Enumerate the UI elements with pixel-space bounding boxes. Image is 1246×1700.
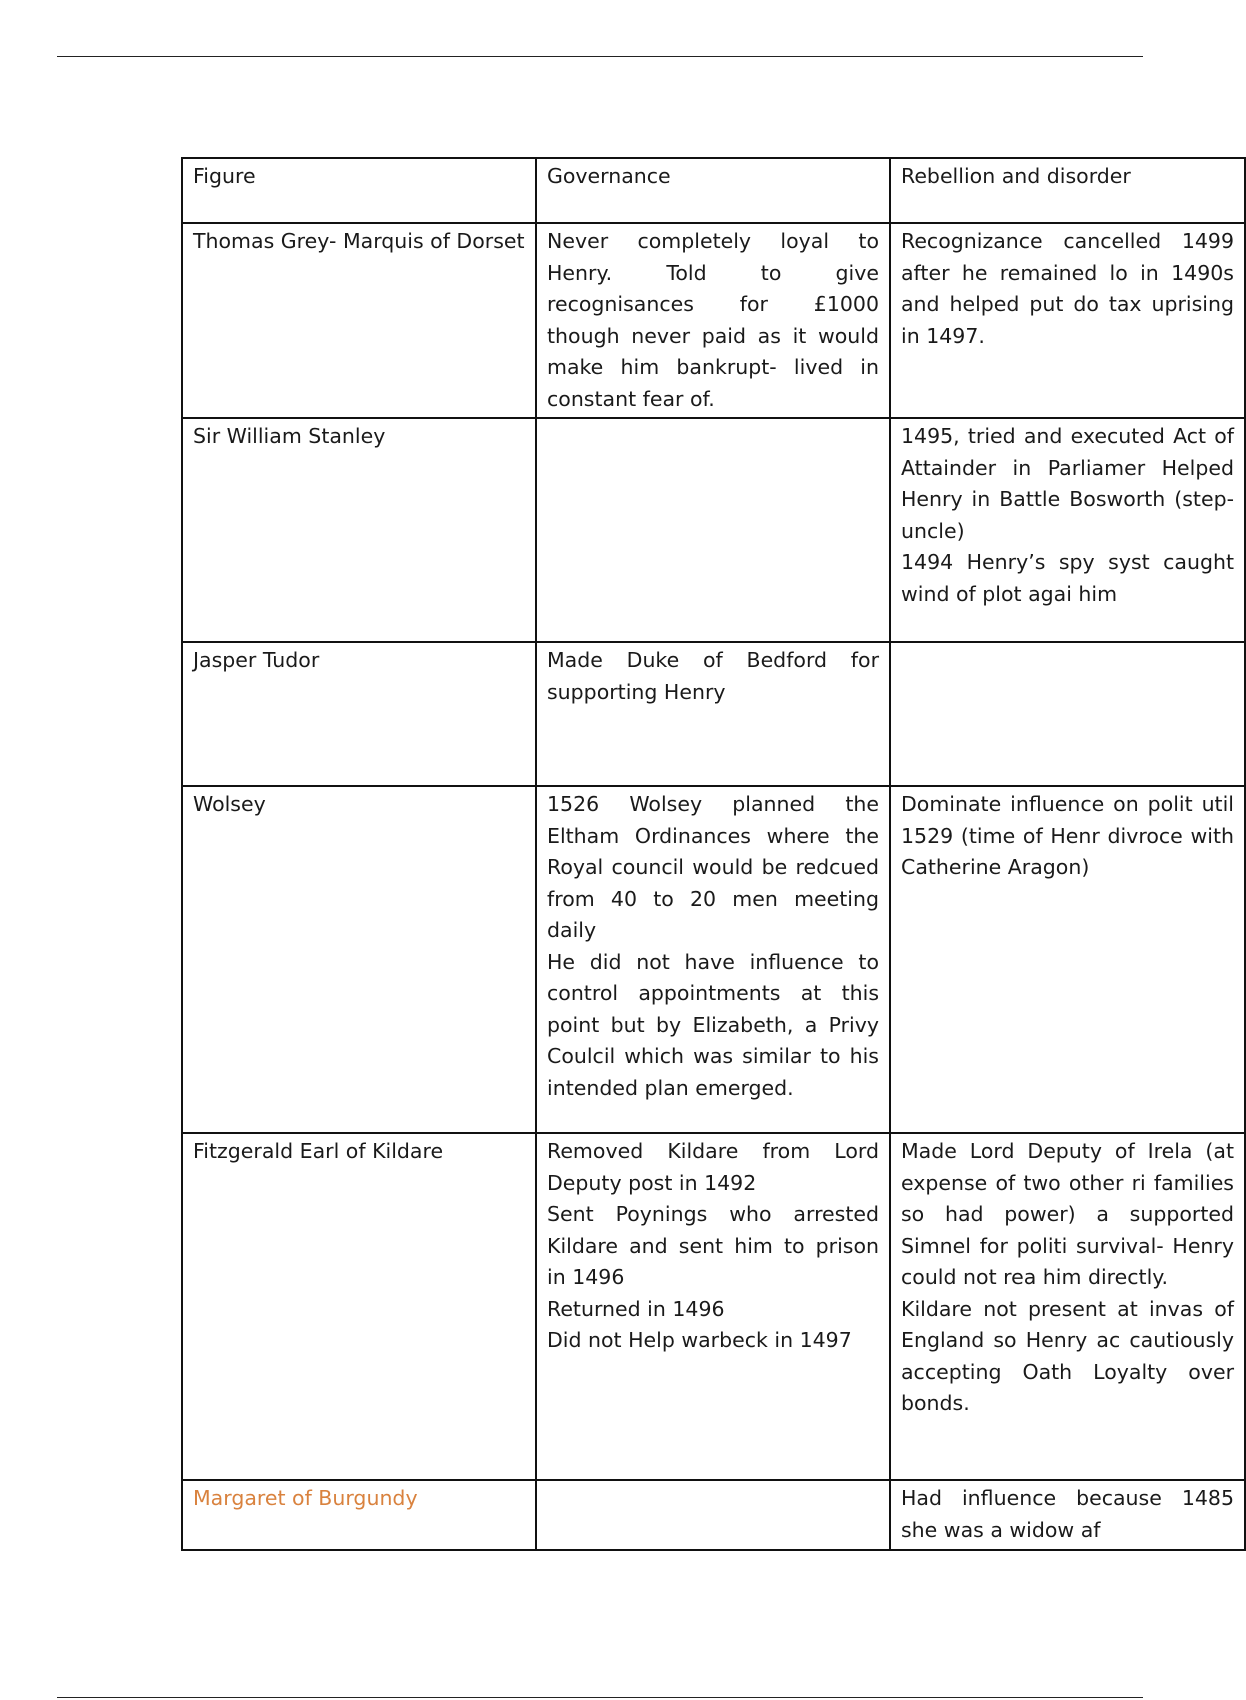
- rebellion-cell: Recognizance cancelled 1499 after he remained lo in 1490s and helped put do tax uprising in 1497.: [890, 223, 1245, 418]
- governance-text: 1526 Wolsey planned the Eltham Ordinances where the Royal council would be redcued from 40 to 20 men meeting daily: [547, 792, 879, 942]
- governance-cell: [536, 223, 890, 418]
- table-row: [182, 418, 1245, 642]
- figure-cell: [182, 786, 536, 1133]
- table-viewport: [181, 157, 1234, 1547]
- rebellion-cell: [890, 642, 1245, 786]
- governance-cell: [536, 1133, 890, 1480]
- governance-text: Sent Poynings who arrested Kildare and sent him to prison in 1496: [547, 1202, 879, 1289]
- figure-cell: [182, 1480, 536, 1550]
- rebellion-cell: [890, 1480, 1245, 1550]
- header-governance-text: Governance: [547, 164, 671, 188]
- figure-name: Thomas Grey- Marquis of Dorset: [193, 229, 525, 253]
- governance-text: He did not have influence to control appointments at this point but by Elizabeth, a Privy Coulcil which was similar to his intended plan emerged.: [547, 949, 879, 1100]
- header-cell-figure: [182, 158, 536, 223]
- governance-cell: [536, 786, 890, 1133]
- history-table: [181, 157, 1246, 1551]
- table-row: [182, 223, 1245, 418]
- table-row: [182, 1480, 1245, 1550]
- rebellion-text: Kildare not present at invas of England so Henry ac cautiously accepting Oath Loyalty over bonds.: [901, 1296, 1234, 1415]
- governance-cell: [536, 642, 890, 786]
- header-row: [182, 158, 1245, 223]
- rebellion-text: 1495, tried and executed Act of Attainder in Parliamer Helped Henry in Battle Bosworth (step-uncle): [901, 424, 1234, 543]
- footer-rule: [57, 1697, 1143, 1698]
- rebellion-text: Made Lord Deputy of Irela (at expense of two other ri families so had power) a supported Simnel for politi survival- Henry could not rea him directly.: [901, 1139, 1234, 1289]
- table-row: [182, 1133, 1245, 1480]
- table-row: [182, 786, 1245, 1133]
- figure-name: Sir William Stanley: [193, 424, 386, 448]
- governance-text: Did not Help warbeck in 1497: [547, 1328, 852, 1352]
- header-cell-governance: [536, 158, 890, 223]
- rebellion-cell: [890, 1133, 1245, 1480]
- table-row: [182, 642, 1245, 786]
- figure-name: Wolsey: [193, 792, 266, 816]
- figure-cell: [182, 223, 536, 418]
- figure-name: Jasper Tudor: [193, 648, 320, 672]
- figure-cell: [182, 1133, 536, 1480]
- governance-cell: [536, 418, 890, 642]
- governance-cell: [536, 1480, 890, 1550]
- figure-cell: [182, 642, 536, 786]
- governance-text: Made Duke of Bedford for supporting Henry: [547, 648, 879, 704]
- figure-name-highlighted: Margaret of Burgundy: [193, 1486, 418, 1510]
- rebellion-cell: [890, 418, 1245, 642]
- figure-name: Fitzgerald Earl of Kildare: [193, 1139, 444, 1163]
- figure-cell: [182, 418, 536, 642]
- header-figure-text: Figure: [193, 164, 256, 188]
- rebellion-cell: [890, 786, 1245, 1133]
- rebellion-text: Dominate influence on polit util 1529 (time of Henr divroce with Catherine Aragon): [901, 792, 1234, 879]
- governance-text: Removed Kildare from Lord Deputy post in 1492: [547, 1139, 879, 1195]
- header-rebellion-text: Rebellion and disorder: [901, 164, 1131, 188]
- header-cell-rebellion: [890, 158, 1245, 223]
- governance-text: Never completely loyal to Henry. Told to give recognisances for £1000 though never paid as it would make him bankrupt- lived in constant fear of.: [547, 229, 879, 411]
- rebellion-text: 1494 Henry’s spy syst caught wind of plot agai him: [901, 550, 1234, 606]
- header-rule: [57, 56, 1143, 57]
- rebellion-text: Had influence because 1485 she was a widow af: [901, 1486, 1234, 1542]
- governance-text: Returned in 1496: [547, 1296, 725, 1321]
